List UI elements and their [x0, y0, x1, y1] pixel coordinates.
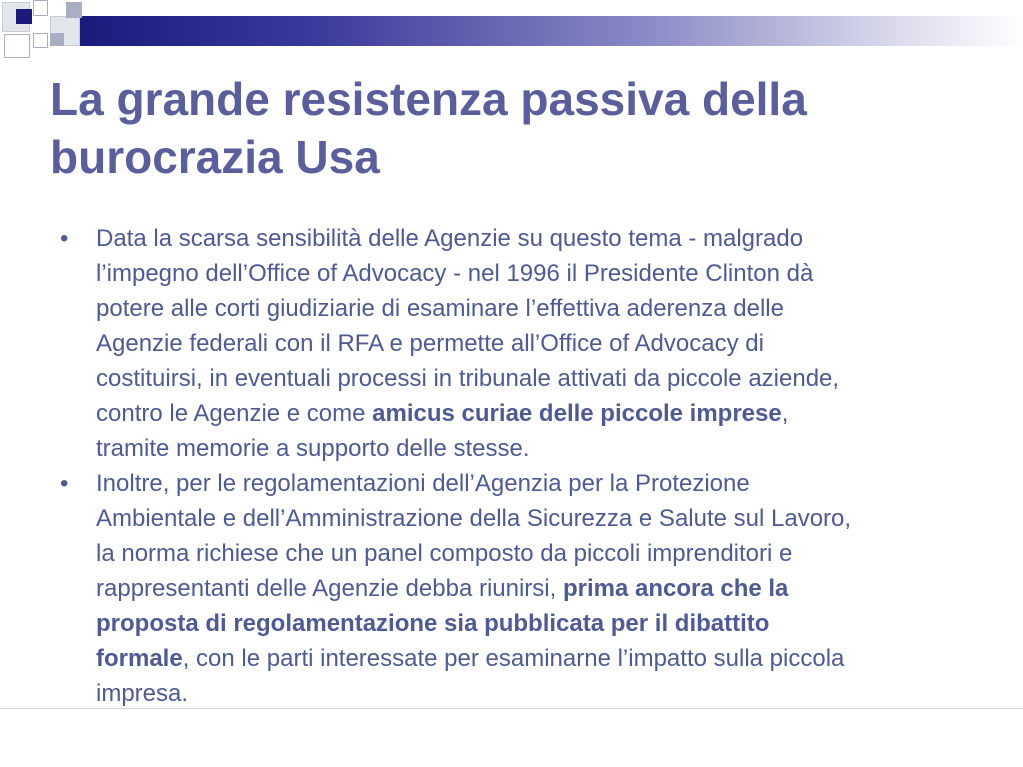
footer-divider — [0, 708, 1023, 709]
text-line: potere alle corti giudiziarie di esaminare l’effettiva aderenza delle — [96, 295, 784, 322]
text-line: costituirsi, in eventuali processi in tribunale attivati da piccole aziende, — [96, 365, 840, 392]
slide-title — [50, 70, 1010, 186]
bullet-item — [60, 221, 1023, 466]
text-line: Data la scarsa sensibilità delle Agenzie su questo tema - malgrado — [96, 225, 804, 252]
bold-text-run: proposta di regolamentazione sia pubblicata per il dibattito — [96, 610, 770, 637]
decor-square-outline — [4, 34, 30, 58]
text-line: impresa. — [96, 680, 189, 707]
decor-square-mid — [66, 2, 82, 18]
text-line — [96, 606, 1023, 641]
text-line: la norma richiese che un panel composto da piccoli imprenditori e — [96, 540, 793, 567]
text-run: , — [781, 400, 789, 427]
decor-square-outline — [33, 0, 48, 16]
decor-square-mid — [50, 33, 64, 46]
text-run: rappresentanti delle Agenzie debba riunirsi, — [96, 575, 563, 602]
text-line — [96, 396, 1023, 431]
text-run: , con le parti interessate per esaminarne l’impatto sulla piccola — [182, 645, 845, 672]
decor-square-outline — [33, 33, 48, 48]
text-line — [96, 571, 1023, 606]
bullet-list — [60, 221, 1023, 711]
bold-text-run: formale — [96, 645, 183, 672]
bold-text-run: prima ancora che la — [562, 575, 789, 602]
bullet-marker: • — [60, 225, 69, 252]
text-line: Agenzie federali con il RFA e permette all’Office of Advocacy di — [96, 330, 764, 357]
text-run: contro le Agenzie e come — [96, 400, 373, 427]
bullet-item — [60, 466, 1023, 711]
decor-square-navy — [16, 9, 32, 24]
text-line — [96, 641, 1023, 676]
header-gradient-bar — [80, 16, 1023, 46]
bold-text-run: amicus curiae delle piccole imprese — [372, 400, 782, 427]
text-line: Ambientale e dell’Amministrazione della Sicurezza e Salute sul Lavoro, — [96, 505, 852, 532]
bullet-marker: • — [60, 470, 69, 497]
text-line: l’impegno dell’Office of Advocacy - nel 1996 il Presidente Clinton dà — [96, 260, 814, 287]
slide-title-line: La grande resistenza passiva della — [50, 73, 807, 125]
text-line: Inoltre, per le regolamentazioni dell’Agenzia per la Protezione — [96, 470, 750, 497]
text-line: tramite memorie a supporto delle stesse. — [96, 435, 530, 462]
slide-title-line: burocrazia Usa — [50, 131, 380, 183]
